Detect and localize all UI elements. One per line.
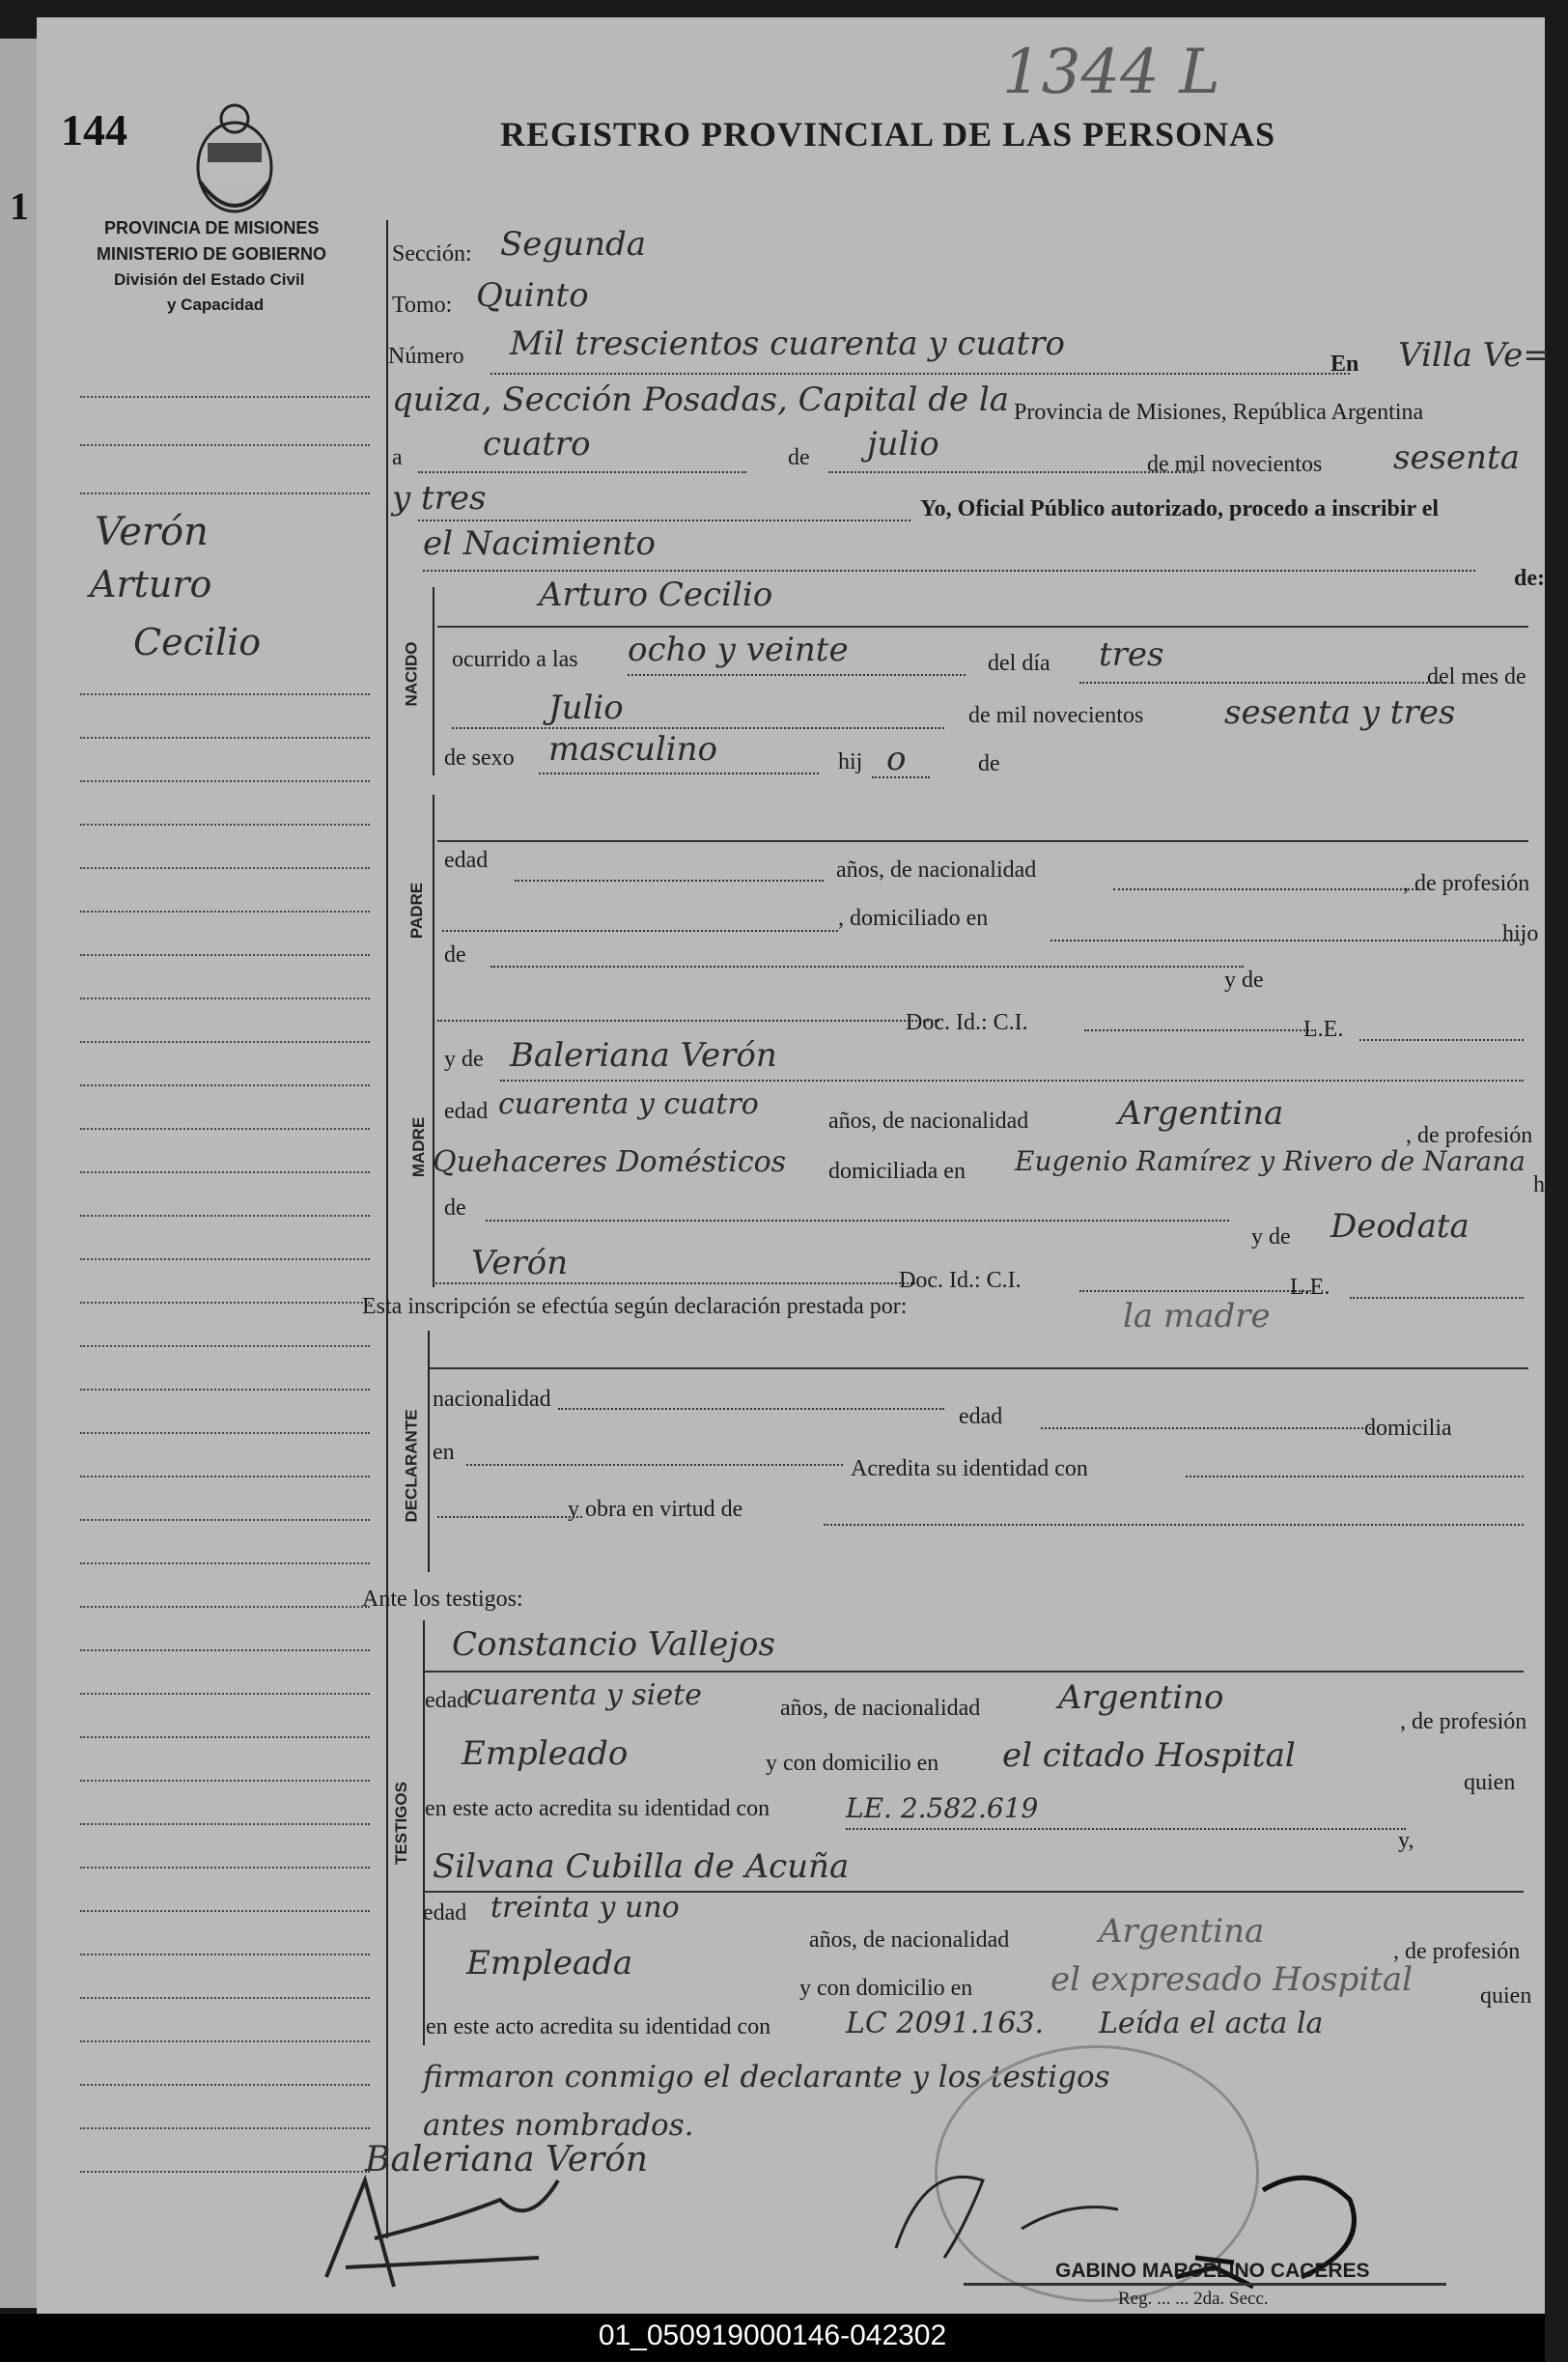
declarant-signature-scribble: [307, 2161, 577, 2296]
sexo-value: masculino: [548, 730, 718, 769]
nacido-section-label: NACIDO: [402, 641, 421, 707]
agency-line4: y Capacidad: [167, 295, 265, 314]
testigo1-domicilio-label: y con domicilio en: [766, 1751, 939, 1776]
declarante-bracket: [428, 1331, 430, 1572]
padre-dom-line: [1050, 940, 1524, 942]
madre-doc-line: [1079, 1290, 1311, 1292]
testigo1-name-line: [423, 1671, 1524, 1673]
sexo-line: [539, 773, 819, 774]
nacido-name: Arturo Cecilio: [539, 576, 773, 614]
day-line: [418, 471, 746, 473]
previous-page-number: 1: [10, 184, 29, 228]
year-line: [418, 520, 910, 521]
padre-anos-label: años, de nacionalidad: [836, 858, 1037, 883]
declarante-obra-line: [824, 1524, 1524, 1526]
madre-name: Baleriana Verón: [510, 1036, 777, 1075]
a-label: a: [392, 445, 403, 470]
month-value: julio: [867, 425, 939, 464]
testigo1-id-value: LE. 2.582.619: [846, 1792, 1039, 1824]
declarante-acredita-label: Acredita su identidad con: [851, 1456, 1088, 1481]
margin-name1: Arturo: [90, 563, 212, 605]
declarante-obra-label: y obra en virtud de: [568, 1497, 743, 1522]
declarante-nac-label: nacionalidad: [433, 1387, 551, 1412]
madre-section-label: MADRE: [409, 1116, 429, 1178]
declarante-nac-line: [558, 1408, 944, 1410]
declarante-en-label: en: [433, 1440, 455, 1465]
madre-anos-label: años, de nacionalidad: [828, 1109, 1029, 1134]
margin-name2: Cecilio: [133, 621, 262, 663]
madre-le-label: L.E.: [1290, 1275, 1330, 1300]
anio-label: de mil novecientos: [968, 703, 1144, 728]
provincia-label: Provincia de Misiones, República Argentina: [1014, 400, 1424, 425]
testigo1-anos-label: años, de nacionalidad: [780, 1696, 981, 1721]
madre-parents-line: [486, 1220, 1229, 1222]
agency-line3: División del Estado Civil: [114, 270, 305, 289]
testigo2-acredita-label: en este acto acredita su identidad con: [426, 2014, 771, 2039]
tomo-label: Tomo:: [392, 293, 453, 318]
declarante-obra-pre-line: [437, 1516, 582, 1518]
agency-line1: PROVINCIA DE MISIONES: [104, 218, 320, 238]
oficial-text: Yo, Oficial Público autorizado, procedo a inscribir el: [920, 496, 1440, 521]
closing-line1: Leída el acta la: [1099, 2007, 1324, 2040]
page-number: 144: [61, 105, 127, 155]
numero-value: Mil trescientos cuarenta y cuatro: [510, 324, 1066, 363]
testigos-intro: Ante los testigos:: [362, 1587, 523, 1612]
declarante-section-label: DECLARANTE: [402, 1409, 421, 1523]
testigo2-prof-value: Empleada: [466, 1944, 633, 1982]
ocurrido-label: ocurrido a las: [452, 647, 578, 672]
dia-label: del día: [988, 651, 1050, 676]
mes-label: del mes de: [1427, 664, 1526, 689]
mes-line: [452, 727, 944, 729]
declarante-top-line: [428, 1367, 1528, 1369]
page-title: REGISTRO PROVINCIAL DE LAS PERSONAS: [500, 115, 1276, 154]
main-border-line: [386, 220, 388, 2238]
madre-domiciliada-label: domiciliada en: [828, 1159, 966, 1184]
testigo1-id-line: [846, 1828, 1406, 1830]
madre-edad-value: cuarenta y cuatro: [498, 1087, 759, 1121]
padre-profesion-label: , de profesión: [1403, 871, 1530, 896]
padre-doc-line: [1084, 1029, 1316, 1031]
declaracion-text: Esta inscripción se efectúa según declaración prestada por:: [362, 1294, 908, 1319]
official-signature-line: [964, 2283, 1446, 2286]
madre-profesion-label: , de profesión: [1406, 1123, 1533, 1148]
coat-of-arms-icon: [186, 85, 283, 220]
sexo-label: de sexo: [444, 745, 515, 771]
madre-prof-value: Quehaceres Domésticos: [433, 1145, 787, 1179]
declarante-acredita-line: [1186, 1476, 1524, 1477]
official-name: GABINO MARCELINO CACERES: [1055, 2260, 1370, 2282]
declarante-edad-label: edad: [959, 1404, 1003, 1429]
madre-y-de-label: y de: [444, 1047, 484, 1072]
nacido-de-label: de: [978, 751, 1000, 776]
testigo1-acredita-label: en este acto acredita su identidad con: [425, 1796, 770, 1821]
madre-nac-value: Argentina: [1118, 1094, 1284, 1133]
place-value1: Villa Ve=: [1398, 336, 1551, 375]
padre-hijo-label: hijo: [1502, 921, 1539, 946]
testigo1-y-label: y,: [1398, 1828, 1414, 1853]
declarante-domicilia-label: domicilia: [1364, 1416, 1452, 1441]
testigos-bracket: [423, 1620, 425, 2045]
testigo1-edad-label: edad: [425, 1688, 469, 1713]
padre-le-label: L.E.: [1303, 1017, 1344, 1042]
year-label: de mil novecientos: [1147, 452, 1323, 477]
testigo2-id-value: LC 2091.163.: [846, 2007, 1045, 2040]
document-id: 01_050919000146-042302: [598, 2320, 947, 2351]
padre-domiciliado-label: , domiciliado en: [838, 906, 989, 931]
day-value: cuatro: [483, 425, 591, 464]
month-line: [828, 471, 1195, 473]
madre-edad-label: edad: [444, 1099, 489, 1124]
hora-line: [628, 674, 966, 676]
padre-parents-line: [490, 966, 1244, 968]
madre-dom-value: Eugenio Ramírez y Rivero de Narana: [1015, 1145, 1526, 1177]
testigo2-edad-label: edad: [423, 1900, 467, 1926]
dia-line: [1079, 682, 1446, 684]
seccion-label: Sección:: [392, 241, 472, 267]
hij-label: hij: [838, 749, 863, 774]
hij-suffix: o: [886, 740, 907, 778]
testigo2-domicilio-label: y con domicilio en: [799, 1976, 973, 2001]
testigo1-prof-value: Empleado: [462, 1734, 629, 1773]
padre-nac-line: [1113, 888, 1417, 890]
tomo-value: Quinto: [476, 276, 589, 315]
hora-value: ocho y veinte: [628, 631, 849, 669]
madre-second-line: [433, 1282, 915, 1284]
testigo2-name: Silvana Cubilla de Acuña: [433, 1847, 850, 1886]
padre-prof-line: [442, 930, 838, 932]
madre-mother-surname: Verón: [471, 1244, 569, 1282]
testigos-section-label: TESTIGOS: [391, 1782, 410, 1865]
madre-le-line: [1350, 1297, 1524, 1299]
act-line: [423, 570, 1475, 572]
year-value1: sesenta: [1393, 438, 1520, 477]
footer-bar: [0, 2314, 1545, 2362]
month-de-label: de: [788, 445, 810, 470]
madre-name-line: [500, 1080, 1524, 1082]
testigo1-profesion-label: , de profesión: [1400, 1709, 1527, 1734]
numero-label: Número: [388, 344, 464, 369]
madre-de-label: de: [444, 1195, 466, 1221]
declaracion-by: la madre: [1123, 1297, 1271, 1336]
padre-de-label: de: [444, 942, 466, 968]
declarant-signature: Baleriana Verón: [365, 2140, 649, 2179]
padre-doc-label: Doc. Id.: C.I.: [906, 1010, 1028, 1035]
act-value: el Nacimiento: [423, 524, 657, 563]
testigo2-dom-value: el expresado Hospital: [1050, 1960, 1414, 1999]
nacido-bracket: [433, 587, 434, 775]
testigo2-anos-label: años, de nacionalidad: [809, 1927, 1010, 1953]
dia-value: tres: [1099, 635, 1164, 674]
nacido-name-line: [437, 626, 1528, 628]
agency-line2: MINISTERIO DE GOBIERNO: [97, 244, 327, 264]
madre-hija-label: hija: [1533, 1172, 1568, 1197]
testigo1-quien-label: quien: [1464, 1770, 1516, 1795]
madre-y-de2-label: y de: [1251, 1224, 1291, 1250]
de-colon-label: de:: [1514, 566, 1545, 591]
registry-page: [37, 17, 1568, 2314]
padre-edad-line: [515, 880, 824, 882]
seccion-value: Segunda: [500, 225, 647, 264]
padre-top-line: [437, 840, 1528, 842]
en-label: En: [1330, 351, 1359, 377]
registry-stamp-number: 1344 L: [1002, 37, 1220, 108]
official-subtitle: Reg. ... ... 2da. Secc.: [1118, 2289, 1269, 2309]
testigo2-nac-value: Argentina: [1099, 1912, 1265, 1951]
testigo1-edad-value: cuarenta y siete: [466, 1678, 702, 1712]
padre-edad-label: edad: [444, 848, 489, 873]
declarante-en-line: [466, 1464, 843, 1466]
testigo2-profesion-label: , de profesión: [1393, 1939, 1521, 1964]
anio-value: sesenta y tres: [1224, 693, 1456, 732]
testigo1-dom-value: el citado Hospital: [1002, 1736, 1296, 1775]
padre-le-line: [1359, 1039, 1524, 1041]
padre-y-de-label: y de: [1224, 968, 1264, 993]
testigo2-edad-value: treinta y uno: [490, 1891, 680, 1925]
mes-value: Julio: [548, 689, 624, 727]
numero-line: [490, 373, 1350, 375]
testigo1-nac-value: Argentino: [1058, 1678, 1224, 1717]
padre-section-label: PADRE: [407, 882, 427, 940]
madre-doc-label: Doc. Id.: C.I.: [899, 1268, 1022, 1293]
hij-line: [872, 776, 930, 778]
testigo2-quien-label: quien: [1480, 1983, 1532, 2009]
place-value2: quiza, Sección Posadas, Capital de la: [392, 380, 1010, 419]
testigo1-name: Constancio Vallejos: [452, 1625, 775, 1664]
closing-line2: firmaron conmigo el declarante y los testigos: [423, 2060, 1110, 2095]
padre-bracket: [433, 795, 434, 1055]
padre-second-line: [437, 1020, 939, 1022]
year-value2: y tres: [392, 479, 487, 518]
madre-mother-name: Deodata: [1330, 1207, 1470, 1246]
declarante-edad-line: [1041, 1427, 1379, 1429]
closing-line3: antes nombrados.: [423, 2108, 694, 2143]
margin-surname: Verón: [95, 510, 209, 554]
